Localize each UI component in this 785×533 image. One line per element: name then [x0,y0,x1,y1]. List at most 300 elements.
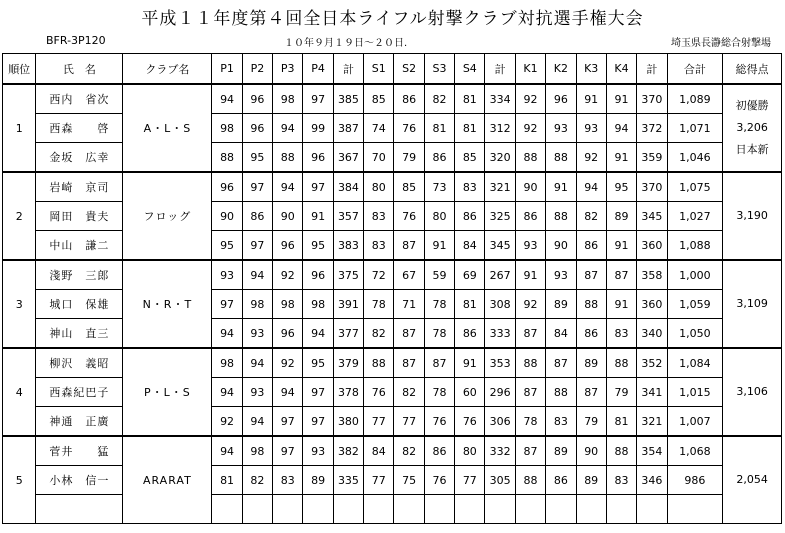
standing-score: 76 [424,466,454,495]
standing-score: 87 [394,319,424,349]
team-points-line: 日本新 [735,143,769,156]
kneeling-score: 88 [515,466,545,495]
kneeling-total: 341 [637,378,667,407]
standing-score: 81 [455,290,485,319]
kneeling-score: 88 [546,143,576,173]
standing-total: 321 [485,172,515,202]
prone-score: 96 [242,84,272,114]
prone-total: 335 [333,466,363,495]
kneeling-total: 345 [637,202,667,231]
standing-total: 333 [485,319,515,349]
prone-score: 90 [273,202,303,231]
header-row [3,54,782,85]
kneeling-score: 91 [606,84,636,114]
standing-score: 77 [364,407,394,437]
kneeling-score: 83 [546,407,576,437]
table-row [3,84,782,114]
table-row [3,378,782,407]
rank-cell: 3 [3,260,36,348]
col-header-grand-total: 合計 [667,54,723,85]
prone-score: 96 [273,231,303,261]
team-points-line: 2,054 [736,473,768,486]
shooter-name: 金坂 広幸 [36,143,123,173]
table-row [3,348,782,378]
prone-score: 95 [303,231,333,261]
venue-name: 埼玉県長瀞総合射撃場 [671,38,771,49]
prone-total: 385 [333,84,363,114]
standing-score: 82 [394,436,424,466]
shooter-name: 神山 直三 [36,319,123,349]
standing-total: 320 [485,143,515,173]
standing-score: 91 [455,348,485,378]
standing-score [364,495,394,524]
prone-score: 93 [212,260,242,290]
standing-score: 82 [364,319,394,349]
kneeling-score: 89 [546,436,576,466]
standing-score: 59 [424,260,454,290]
team-points-line: 3,109 [736,297,768,310]
kneeling-score [515,495,545,524]
table-row [3,436,782,466]
prone-score: 98 [212,348,242,378]
col-header-s3: S3 [424,54,454,85]
standing-score: 77 [455,466,485,495]
kneeling-score: 79 [606,378,636,407]
standing-total: 312 [485,114,515,143]
event-dates: １０年９月１９日～２０日. [284,38,408,49]
prone-score: 86 [242,202,272,231]
event-code: BFR-3P120 [46,34,106,47]
grand-total: 1,084 [667,348,723,378]
prone-score: 82 [242,466,272,495]
shooter-name: 西内 省次 [36,84,123,114]
standing-score: 78 [424,378,454,407]
kneeling-total: 358 [637,260,667,290]
kneeling-total: 340 [637,319,667,349]
kneeling-total: 370 [637,84,667,114]
standing-score: 76 [364,378,394,407]
grand-total: 1,007 [667,407,723,437]
prone-score: 98 [242,436,272,466]
shooter-name: 小林 信一 [36,466,123,495]
kneeling-score: 89 [576,348,606,378]
prone-score: 94 [212,378,242,407]
prone-score: 90 [212,202,242,231]
prone-score [242,495,272,524]
standing-score [424,495,454,524]
prone-total: 357 [333,202,363,231]
standing-score: 84 [364,436,394,466]
prone-score: 94 [303,319,333,349]
prone-score: 97 [303,172,333,202]
standing-score: 81 [424,114,454,143]
prone-score: 88 [273,143,303,173]
prone-score: 93 [242,319,272,349]
prone-score: 83 [273,466,303,495]
kneeling-score: 92 [515,114,545,143]
kneeling-score: 92 [515,84,545,114]
prone-score: 94 [212,436,242,466]
standing-score: 86 [455,202,485,231]
kneeling-score: 86 [546,466,576,495]
kneeling-score: 88 [606,436,636,466]
club-name: P・L・S [123,348,212,436]
prone-score: 97 [212,290,242,319]
standing-total: 332 [485,436,515,466]
shooter-name: 淺野 三郎 [36,260,123,290]
col-header-k2: K2 [546,54,576,85]
col-header-k4: K4 [606,54,636,85]
kneeling-total: 354 [637,436,667,466]
kneeling-score: 91 [515,260,545,290]
grand-total: 1,050 [667,319,723,349]
prone-total: 382 [333,436,363,466]
standing-score: 72 [364,260,394,290]
prone-score: 97 [303,407,333,437]
standing-score: 76 [394,202,424,231]
kneeling-score: 88 [515,143,545,173]
grand-total [667,495,723,524]
col-header-rank: 順位 [3,54,36,85]
kneeling-total: 321 [637,407,667,437]
kneeling-total: 370 [637,172,667,202]
kneeling-score [546,495,576,524]
standing-score: 67 [394,260,424,290]
prone-score: 94 [242,348,272,378]
standing-score: 76 [455,407,485,437]
standing-score: 74 [364,114,394,143]
standing-score: 91 [424,231,454,261]
shooter-name: 菅井 猛 [36,436,123,466]
prone-score: 81 [212,466,242,495]
prone-score: 93 [303,436,333,466]
prone-total: 387 [333,114,363,143]
col-header-team-points: 総得点 [723,54,782,85]
prone-score: 97 [303,378,333,407]
grand-total: 1,088 [667,231,723,261]
table-row [3,114,782,143]
kneeling-score: 88 [546,202,576,231]
prone-total: 380 [333,407,363,437]
table-row [3,495,782,524]
standing-score: 82 [394,378,424,407]
kneeling-score: 87 [576,260,606,290]
kneeling-score: 86 [576,319,606,349]
prone-score: 94 [242,260,272,290]
kneeling-score: 86 [515,202,545,231]
col-header-s2: S2 [394,54,424,85]
prone-score: 94 [273,114,303,143]
prone-score: 98 [273,84,303,114]
standing-score: 81 [455,114,485,143]
prone-score: 97 [273,407,303,437]
standing-score: 76 [424,407,454,437]
standing-score: 85 [455,143,485,173]
kneeling-score: 93 [576,114,606,143]
kneeling-score: 78 [515,407,545,437]
rank-cell: 2 [3,172,36,260]
kneeling-score: 94 [606,114,636,143]
prone-score: 98 [242,290,272,319]
kneeling-score: 83 [606,466,636,495]
club-name: A・L・S [123,84,212,172]
shooter-name: 神通 正廣 [36,407,123,437]
prone-score: 96 [303,260,333,290]
standing-score: 81 [455,84,485,114]
prone-score: 98 [273,290,303,319]
prone-score [273,495,303,524]
standing-score: 87 [394,231,424,261]
prone-score: 94 [212,84,242,114]
club-name: ARARAT [123,436,212,524]
prone-total [333,495,363,524]
kneeling-score: 91 [606,231,636,261]
col-header-name: 氏 名 [36,54,123,85]
col-header-p4: P4 [303,54,333,85]
kneeling-score: 83 [606,319,636,349]
grand-total: 1,027 [667,202,723,231]
standing-score: 86 [394,84,424,114]
kneeling-score: 86 [576,231,606,261]
table-row [3,172,782,202]
grand-total: 1,089 [667,84,723,114]
kneeling-score: 95 [606,172,636,202]
prone-score: 91 [303,202,333,231]
kneeling-total [637,495,667,524]
kneeling-score: 87 [546,348,576,378]
standing-total: 305 [485,466,515,495]
team-points-cell [723,84,782,172]
kneeling-score: 88 [546,378,576,407]
kneeling-total: 352 [637,348,667,378]
table-row [3,231,782,261]
table-row [3,202,782,231]
standing-score: 86 [424,436,454,466]
kneeling-score: 89 [546,290,576,319]
prone-score: 96 [273,319,303,349]
kneeling-score: 92 [576,143,606,173]
standing-score: 87 [394,348,424,378]
standing-total: 308 [485,290,515,319]
prone-score: 97 [242,231,272,261]
prone-score: 97 [303,84,333,114]
standing-score: 78 [424,290,454,319]
kneeling-score: 81 [606,407,636,437]
standing-score: 83 [364,202,394,231]
standing-score: 70 [364,143,394,173]
prone-total: 378 [333,378,363,407]
prone-score: 95 [212,231,242,261]
standing-score: 80 [364,172,394,202]
prone-score: 92 [212,407,242,437]
team-points-line: 3,206 [736,121,768,134]
prone-score: 98 [212,114,242,143]
standing-score: 78 [364,290,394,319]
standing-total: 334 [485,84,515,114]
col-header-s4: S4 [455,54,485,85]
prone-score: 89 [303,466,333,495]
standing-score: 78 [424,319,454,349]
standing-score: 85 [364,84,394,114]
col-header-k3: K3 [576,54,606,85]
kneeling-score: 87 [515,436,545,466]
shooter-name [36,495,123,524]
col-header-k-total: 計 [637,54,667,85]
standing-total: 296 [485,378,515,407]
prone-score: 98 [303,290,333,319]
kneeling-total: 346 [637,466,667,495]
prone-total: 384 [333,172,363,202]
club-name: フロッグ [123,172,212,260]
team-points-line: 初優勝 [735,99,769,112]
kneeling-score: 91 [606,143,636,173]
results-body [3,84,782,524]
kneeling-score: 90 [576,436,606,466]
kneeling-score: 87 [515,378,545,407]
standing-total: 306 [485,407,515,437]
standing-score: 86 [455,319,485,349]
kneeling-score: 91 [606,290,636,319]
prone-score: 94 [273,378,303,407]
kneeling-score: 93 [515,231,545,261]
col-header-p-total: 計 [333,54,363,85]
prone-score: 96 [303,143,333,173]
kneeling-total: 372 [637,114,667,143]
standing-score: 75 [394,466,424,495]
kneeling-score: 88 [606,348,636,378]
standing-score: 83 [455,172,485,202]
col-header-p3: P3 [273,54,303,85]
table-row [3,143,782,173]
standing-score: 86 [424,143,454,173]
prone-score: 94 [212,319,242,349]
grand-total: 986 [667,466,723,495]
standing-score: 79 [394,143,424,173]
kneeling-score: 93 [546,114,576,143]
standing-total: 267 [485,260,515,290]
col-header-s1: S1 [364,54,394,85]
standing-score: 80 [424,202,454,231]
kneeling-score: 91 [576,84,606,114]
rank-cell: 5 [3,436,36,524]
prone-score: 97 [242,172,272,202]
table-row [3,260,782,290]
prone-total: 383 [333,231,363,261]
kneeling-score: 82 [576,202,606,231]
kneeling-score: 91 [546,172,576,202]
kneeling-score: 96 [546,84,576,114]
standing-score [455,495,485,524]
page-title: 平成１１年度第４回全日本ライフル射撃クラブ対抗選手権大会 [141,9,644,29]
standing-score: 77 [394,407,424,437]
kneeling-score: 89 [576,466,606,495]
standing-score: 82 [424,84,454,114]
grand-total: 1,068 [667,436,723,466]
prone-score [303,495,333,524]
kneeling-score: 84 [546,319,576,349]
prone-score [212,495,242,524]
shooter-name: 柳沢 義昭 [36,348,123,378]
results-table [2,53,782,524]
team-points-cell [723,260,782,348]
standing-score: 83 [364,231,394,261]
club-name: N・R・T [123,260,212,348]
kneeling-score: 92 [515,290,545,319]
kneeling-score: 87 [515,319,545,349]
prone-score: 92 [273,348,303,378]
kneeling-score: 90 [546,231,576,261]
standing-score: 76 [394,114,424,143]
prone-total: 367 [333,143,363,173]
kneeling-score: 94 [576,172,606,202]
standing-score: 85 [394,172,424,202]
grand-total: 1,075 [667,172,723,202]
team-points-cell [723,436,782,524]
kneeling-score [606,495,636,524]
prone-score: 96 [242,114,272,143]
kneeling-score: 90 [515,172,545,202]
team-points-line: 3,190 [736,209,768,222]
prone-score: 96 [212,172,242,202]
rank-cell: 1 [3,84,36,172]
kneeling-score: 93 [546,260,576,290]
kneeling-score: 87 [606,260,636,290]
grand-total: 1,046 [667,143,723,173]
prone-total: 391 [333,290,363,319]
prone-score: 92 [273,260,303,290]
table-row [3,319,782,349]
grand-total: 1,000 [667,260,723,290]
prone-score: 95 [303,348,333,378]
col-header-s-total: 計 [485,54,515,85]
grand-total: 1,059 [667,290,723,319]
standing-score: 77 [364,466,394,495]
table-row [3,466,782,495]
kneeling-score: 87 [576,378,606,407]
standing-total [485,495,515,524]
kneeling-score: 89 [606,202,636,231]
standing-score: 87 [424,348,454,378]
standing-score: 84 [455,231,485,261]
prone-score: 94 [273,172,303,202]
prone-score: 93 [242,378,272,407]
kneeling-total: 360 [637,231,667,261]
shooter-name: 西森 啓 [36,114,123,143]
shooter-name: 西森紀巴子 [36,378,123,407]
standing-score: 69 [455,260,485,290]
prone-score: 97 [273,436,303,466]
standing-score: 80 [455,436,485,466]
standing-total: 353 [485,348,515,378]
shooter-name: 城口 保雄 [36,290,123,319]
standing-total: 325 [485,202,515,231]
standing-score: 73 [424,172,454,202]
standing-total: 345 [485,231,515,261]
grand-total: 1,015 [667,378,723,407]
col-header-p1: P1 [212,54,242,85]
table-row [3,407,782,437]
shooter-name: 岩崎 京司 [36,172,123,202]
shooter-name: 岡田 貴夫 [36,202,123,231]
standing-score: 88 [364,348,394,378]
kneeling-score: 79 [576,407,606,437]
prone-total: 377 [333,319,363,349]
prone-total: 379 [333,348,363,378]
kneeling-score: 88 [576,290,606,319]
team-points-cell [723,348,782,436]
kneeling-score: 88 [515,348,545,378]
col-header-club: クラブ名 [123,54,212,85]
